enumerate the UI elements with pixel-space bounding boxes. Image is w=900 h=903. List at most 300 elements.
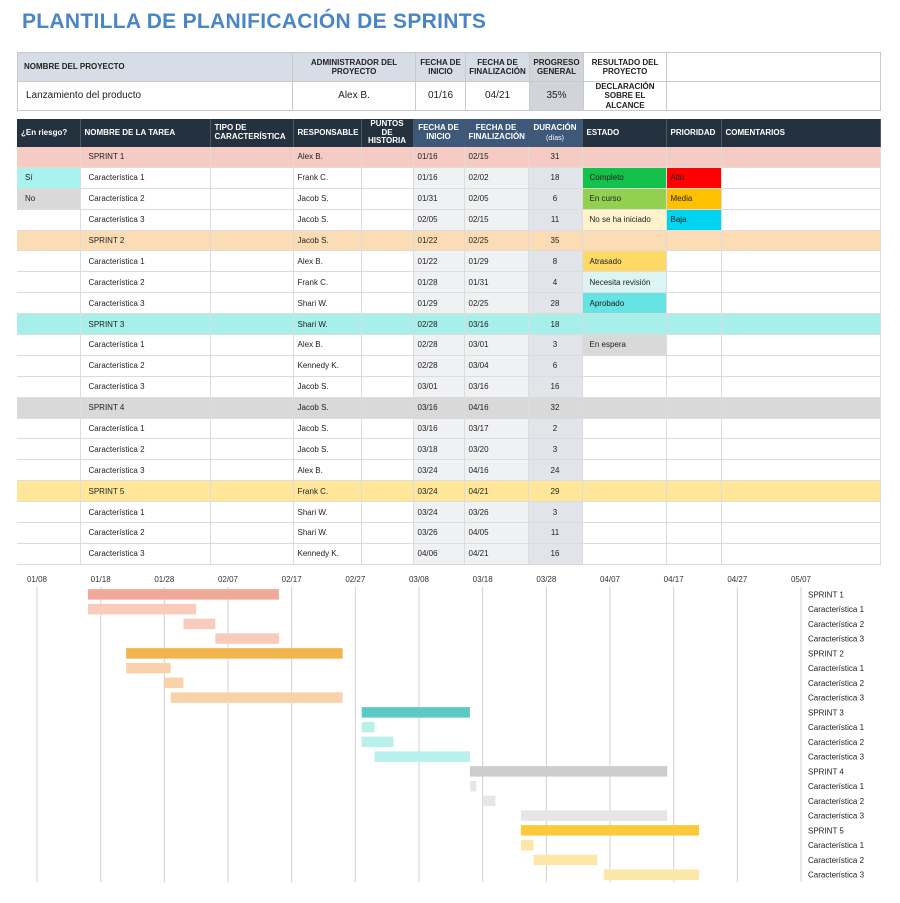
gantt-bar	[521, 825, 699, 836]
task-row	[17, 502, 880, 523]
gantt-row-label: Característica 2	[808, 678, 865, 688]
task-name-cell[interactable]: Característica 2	[80, 523, 210, 544]
comments-cell[interactable]	[721, 397, 880, 418]
project-admin-header: ADMINISTRADOR DEL PROYECTO	[293, 53, 416, 82]
risk-cell[interactable]	[17, 543, 80, 564]
priority-cell[interactable]	[666, 335, 721, 356]
comments-cell[interactable]	[721, 502, 880, 523]
end-date-cell[interactable]: 03/04	[464, 355, 528, 376]
story-points-cell[interactable]	[361, 502, 413, 523]
status-cell[interactable]	[582, 502, 666, 523]
priority-cell[interactable]	[666, 523, 721, 544]
story-points-cell[interactable]	[361, 481, 413, 502]
task-name-cell[interactable]: Característica 2	[80, 272, 210, 293]
gantt-bar	[88, 604, 196, 615]
task-row	[17, 376, 880, 397]
risk-cell[interactable]	[17, 230, 80, 251]
gantt-tick-label: 01/18	[90, 575, 111, 584]
comments-cell[interactable]	[721, 188, 880, 209]
end-date-cell[interactable]: 04/21	[464, 481, 528, 502]
story-points-cell[interactable]	[361, 293, 413, 314]
task-row	[17, 439, 880, 460]
duration-cell[interactable]: 6	[528, 355, 582, 376]
task-name-cell[interactable]: SPRINT 5	[80, 481, 210, 502]
end-date-cell[interactable]: 03/26	[464, 502, 528, 523]
feature-type-cell[interactable]	[210, 251, 293, 272]
col-duration-header: DURACIÓN (días)	[528, 119, 582, 147]
owner-cell[interactable]: Jacob S.	[293, 230, 361, 251]
duration-cell[interactable]: 16	[528, 376, 582, 397]
comments-cell[interactable]	[721, 335, 880, 356]
risk-cell[interactable]	[17, 293, 80, 314]
gantt-row-label: Característica 1	[808, 782, 865, 792]
owner-cell[interactable]: Kennedy K.	[293, 355, 361, 376]
feature-type-cell[interactable]	[210, 209, 293, 230]
duration-cell[interactable]: 32	[528, 397, 582, 418]
risk-cell[interactable]	[17, 335, 80, 356]
duration-cell[interactable]: 35	[528, 230, 582, 251]
feature-type-cell[interactable]	[210, 188, 293, 209]
end-date-cell[interactable]: 04/21	[464, 543, 528, 564]
task-name-cell[interactable]: Característica 1	[80, 251, 210, 272]
priority-cell[interactable]	[666, 251, 721, 272]
start-date-cell[interactable]: 04/06	[413, 543, 464, 564]
end-date-cell[interactable]: 03/16	[464, 376, 528, 397]
end-date-cell[interactable]: 02/25	[464, 230, 528, 251]
risk-cell[interactable]	[17, 460, 80, 481]
start-date-cell[interactable]: 03/18	[413, 439, 464, 460]
col-owner-header: RESPONSABLE	[293, 119, 361, 147]
comments-cell[interactable]	[721, 460, 880, 481]
duration-cell[interactable]: 18	[528, 167, 582, 188]
gantt-tick-label: 02/17	[281, 575, 302, 584]
comments-cell[interactable]	[721, 418, 880, 439]
gantt-bar	[374, 751, 470, 762]
owner-cell[interactable]: Jacob S.	[293, 209, 361, 230]
task-row	[17, 251, 880, 272]
col-end-header: FECHA DE FINALIZACIÓN	[464, 119, 528, 147]
story-points-cell[interactable]	[361, 460, 413, 481]
end-date-cell[interactable]: 04/16	[464, 397, 528, 418]
owner-cell[interactable]: Jacob S.	[293, 188, 361, 209]
feature-type-cell[interactable]	[210, 418, 293, 439]
feature-type-cell[interactable]	[210, 355, 293, 376]
status-cell[interactable]	[582, 314, 666, 335]
task-name-cell[interactable]: Característica 1	[80, 502, 210, 523]
status-cell[interactable]: Atrasado	[582, 251, 666, 272]
start-date-cell[interactable]: 02/28	[413, 314, 464, 335]
start-date-cell[interactable]: 03/24	[413, 502, 464, 523]
owner-cell[interactable]: Jacob S.	[293, 439, 361, 460]
gantt-row-label: Característica 3	[808, 634, 865, 644]
gantt-bar	[483, 796, 496, 807]
feature-type-cell[interactable]	[210, 439, 293, 460]
end-date-cell[interactable]: 03/16	[464, 314, 528, 335]
start-date-cell[interactable]: 03/24	[413, 460, 464, 481]
gantt-bar	[362, 707, 470, 718]
task-name-cell[interactable]: Característica 2	[80, 188, 210, 209]
end-date-cell[interactable]: 02/15	[464, 147, 528, 167]
task-name-cell[interactable]: Característica 1	[80, 335, 210, 356]
comments-cell[interactable]	[721, 230, 880, 251]
task-row	[17, 418, 880, 439]
feature-type-cell[interactable]	[210, 272, 293, 293]
page-title: PLANTILLA DE PLANIFICACIÓN DE SPRINTS	[22, 10, 487, 33]
comments-cell[interactable]	[721, 167, 880, 188]
start-date-cell[interactable]: 02/28	[413, 335, 464, 356]
project-end-header: FECHA DE FINALIZACIÓN	[466, 53, 530, 82]
risk-cell[interactable]	[17, 314, 80, 335]
risk-cell[interactable]	[17, 272, 80, 293]
priority-cell[interactable]: Baja	[666, 209, 721, 230]
priority-cell[interactable]	[666, 230, 721, 251]
status-cell[interactable]	[582, 523, 666, 544]
start-date-cell[interactable]: 03/24	[413, 481, 464, 502]
comments-cell[interactable]	[721, 147, 880, 167]
task-name-cell[interactable]: Característica 2	[80, 355, 210, 376]
project-name-header: NOMBRE DEL PROYECTO	[18, 53, 293, 82]
project-result-cell[interactable]	[667, 53, 881, 82]
comments-cell[interactable]	[721, 543, 880, 564]
task-row	[17, 335, 880, 356]
risk-cell[interactable]	[17, 147, 80, 167]
feature-type-cell[interactable]	[210, 543, 293, 564]
owner-cell[interactable]: Jacob S.	[293, 376, 361, 397]
comments-cell[interactable]	[721, 293, 880, 314]
gantt-bar	[470, 766, 667, 777]
gantt-tick-label: 01/08	[26, 575, 48, 584]
sprint-row	[17, 147, 880, 167]
task-name-cell[interactable]: SPRINT 3	[80, 314, 210, 335]
sprint-row	[17, 314, 880, 335]
owner-cell[interactable]: Alex B.	[293, 460, 361, 481]
task-name-cell[interactable]: Característica 3	[80, 209, 210, 230]
end-date-cell[interactable]: 03/01	[464, 335, 528, 356]
gantt-bar	[183, 619, 215, 630]
priority-cell[interactable]	[666, 376, 721, 397]
risk-cell[interactable]	[17, 523, 80, 544]
status-cell[interactable]	[582, 418, 666, 439]
priority-cell[interactable]	[666, 397, 721, 418]
status-cell[interactable]	[582, 460, 666, 481]
risk-cell[interactable]	[17, 209, 80, 230]
start-date-cell[interactable]: 03/01	[413, 376, 464, 397]
col-points-header: PUNTOS DE HISTORIA	[361, 119, 413, 147]
status-cell[interactable]: Aprobado	[582, 293, 666, 314]
start-date-cell[interactable]: 01/16	[413, 147, 464, 167]
task-name-cell[interactable]: SPRINT 4	[80, 397, 210, 418]
owner-cell[interactable]: Frank C.	[293, 167, 361, 188]
project-progress-value[interactable]: 35%	[530, 82, 584, 111]
status-cell[interactable]: Completo	[582, 167, 666, 188]
feature-type-cell[interactable]	[210, 376, 293, 397]
priority-cell[interactable]	[666, 314, 721, 335]
project-progress-header: PROGRESO GENERAL	[530, 53, 584, 82]
owner-cell[interactable]: Frank C.	[293, 272, 361, 293]
duration-cell[interactable]: 4	[528, 272, 582, 293]
end-date-cell[interactable]: 01/31	[464, 272, 528, 293]
owner-cell[interactable]: Shari W.	[293, 502, 361, 523]
story-points-cell[interactable]	[361, 251, 413, 272]
feature-type-cell[interactable]	[210, 460, 293, 481]
project-scope-cell[interactable]	[667, 82, 881, 111]
task-name-cell[interactable]: SPRINT 2	[80, 230, 210, 251]
story-points-cell[interactable]	[361, 418, 413, 439]
comments-cell[interactable]	[721, 209, 880, 230]
feature-type-cell[interactable]	[210, 397, 293, 418]
start-date-cell[interactable]: 02/28	[413, 355, 464, 376]
gantt-tick-label: 03/18	[472, 575, 493, 584]
duration-cell[interactable]: 3	[528, 439, 582, 460]
comments-cell[interactable]	[721, 355, 880, 376]
start-date-cell[interactable]: 01/22	[413, 251, 464, 272]
col-status-header: ESTADO	[582, 119, 666, 147]
owner-cell[interactable]: Shari W.	[293, 293, 361, 314]
gantt-tick-label: 03/08	[408, 575, 430, 584]
feature-type-cell[interactable]	[210, 293, 293, 314]
comments-cell[interactable]	[721, 523, 880, 544]
project-start-value[interactable]: 01/16	[416, 82, 466, 111]
story-points-cell[interactable]	[361, 439, 413, 460]
priority-cell[interactable]	[666, 355, 721, 376]
gantt-row-label: Característica 2	[808, 796, 865, 806]
end-date-cell[interactable]: 03/20	[464, 439, 528, 460]
duration-cell[interactable]: 3	[528, 335, 582, 356]
comments-cell[interactable]	[721, 481, 880, 502]
comments-cell[interactable]	[721, 251, 880, 272]
gantt-row-label: Característica 2	[808, 619, 865, 629]
status-cell[interactable]	[582, 376, 666, 397]
gantt-chart	[0, 570, 900, 900]
gantt-row-label: Característica 3	[808, 693, 865, 703]
owner-cell[interactable]: Shari W.	[293, 314, 361, 335]
end-date-cell[interactable]: 02/05	[464, 188, 528, 209]
owner-cell[interactable]: Jacob S.	[293, 397, 361, 418]
duration-cell[interactable]: 11	[528, 209, 582, 230]
priority-cell[interactable]: Alto	[666, 167, 721, 188]
duration-cell[interactable]: 29	[528, 481, 582, 502]
task-row	[17, 523, 880, 544]
gantt-bar	[521, 810, 667, 821]
risk-cell[interactable]: Sí	[17, 167, 80, 188]
comments-cell[interactable]	[721, 314, 880, 335]
priority-cell[interactable]	[666, 481, 721, 502]
duration-cell[interactable]: 16	[528, 543, 582, 564]
task-name-cell[interactable]: Característica 3	[80, 293, 210, 314]
priority-cell[interactable]	[666, 502, 721, 523]
feature-type-cell[interactable]	[210, 335, 293, 356]
risk-cell[interactable]	[17, 481, 80, 502]
priority-cell[interactable]	[666, 272, 721, 293]
feature-type-cell[interactable]	[210, 502, 293, 523]
feature-type-cell[interactable]	[210, 147, 293, 167]
feature-type-cell[interactable]	[210, 481, 293, 502]
col-type-header: TIPO DE CARACTERÍSTICA	[210, 119, 293, 147]
status-cell[interactable]: En espera	[582, 335, 666, 356]
gantt-row-label: Característica 3	[808, 870, 865, 880]
task-name-cell[interactable]: Característica 1	[80, 418, 210, 439]
story-points-cell[interactable]	[361, 397, 413, 418]
comments-cell[interactable]	[721, 272, 880, 293]
project-summary-table	[17, 52, 881, 111]
risk-cell[interactable]	[17, 355, 80, 376]
duration-cell[interactable]: 2	[528, 418, 582, 439]
start-date-cell[interactable]: 03/16	[413, 397, 464, 418]
start-date-cell[interactable]: 01/31	[413, 188, 464, 209]
task-name-cell[interactable]: Característica 3	[80, 543, 210, 564]
gantt-bar	[171, 692, 343, 703]
feature-type-cell[interactable]	[210, 523, 293, 544]
col-comments-header: COMENTARIOS	[721, 119, 880, 147]
gantt-tick-label: 03/28	[536, 575, 557, 584]
owner-cell[interactable]: Alex B.	[293, 251, 361, 272]
comments-cell[interactable]	[721, 439, 880, 460]
project-end-value[interactable]: 04/21	[466, 82, 530, 111]
story-points-cell[interactable]	[361, 335, 413, 356]
owner-cell[interactable]: Kennedy K.	[293, 543, 361, 564]
priority-cell[interactable]	[666, 293, 721, 314]
story-points-cell[interactable]	[361, 355, 413, 376]
task-name-cell[interactable]: SPRINT 1	[80, 147, 210, 167]
col-start-header: FECHA DE INICIO	[413, 119, 464, 147]
project-name-value[interactable]: Lanzamiento del producto	[18, 82, 293, 111]
start-date-cell[interactable]: 01/28	[413, 272, 464, 293]
status-cell[interactable]	[582, 147, 666, 167]
priority-cell[interactable]	[666, 543, 721, 564]
task-name-cell[interactable]: Característica 2	[80, 439, 210, 460]
story-points-cell[interactable]	[361, 230, 413, 251]
risk-cell[interactable]	[17, 376, 80, 397]
risk-cell[interactable]: No	[17, 188, 80, 209]
duration-cell[interactable]: 6	[528, 188, 582, 209]
priority-cell[interactable]	[666, 147, 721, 167]
gantt-tick-label: 04/17	[663, 575, 684, 584]
risk-cell[interactable]	[17, 502, 80, 523]
owner-cell[interactable]: Alex B.	[293, 147, 361, 167]
gantt-row-label: SPRINT 4	[808, 767, 844, 777]
status-cell[interactable]	[582, 481, 666, 502]
story-points-cell[interactable]	[361, 147, 413, 167]
gantt-bar	[534, 855, 598, 866]
task-row	[17, 167, 880, 188]
story-points-cell[interactable]	[361, 376, 413, 397]
comments-cell[interactable]	[721, 376, 880, 397]
gantt-bar	[521, 840, 534, 851]
duration-cell[interactable]: 8	[528, 251, 582, 272]
feature-type-cell[interactable]	[210, 314, 293, 335]
gantt-row-label: SPRINT 1	[808, 590, 844, 600]
status-cell[interactable]	[582, 355, 666, 376]
story-points-cell[interactable]	[361, 314, 413, 335]
owner-cell[interactable]: Jacob S.	[293, 418, 361, 439]
status-cell[interactable]	[582, 439, 666, 460]
start-date-cell[interactable]: 03/26	[413, 523, 464, 544]
task-row	[17, 543, 880, 564]
col-task-header: NOMBRE DE LA TAREA	[80, 119, 210, 147]
duration-cell[interactable]: 28	[528, 293, 582, 314]
gantt-row-label: Característica 1	[808, 841, 865, 851]
task-table	[17, 119, 881, 565]
duration-cell[interactable]: 11	[528, 523, 582, 544]
story-points-cell[interactable]	[361, 167, 413, 188]
duration-cell[interactable]: 24	[528, 460, 582, 481]
story-points-cell[interactable]	[361, 188, 413, 209]
end-date-cell[interactable]: 02/25	[464, 293, 528, 314]
priority-cell[interactable]	[666, 460, 721, 481]
status-cell[interactable]: Necesita revisión	[582, 272, 666, 293]
end-date-cell[interactable]: 03/17	[464, 418, 528, 439]
gantt-bar	[88, 589, 279, 600]
project-start-header: FECHA DE INICIO	[416, 53, 466, 82]
gantt-row-label: SPRINT 3	[808, 708, 844, 718]
duration-cell[interactable]: 3	[528, 502, 582, 523]
end-date-cell[interactable]: 04/05	[464, 523, 528, 544]
task-name-cell[interactable]: Característica 3	[80, 460, 210, 481]
project-admin-value[interactable]: Alex B.	[293, 82, 416, 111]
owner-cell[interactable]: Frank C.	[293, 481, 361, 502]
end-date-cell[interactable]: 02/15	[464, 209, 528, 230]
start-date-cell[interactable]: 01/16	[413, 167, 464, 188]
start-date-cell[interactable]: 01/29	[413, 293, 464, 314]
gantt-row-label: Característica 2	[808, 737, 865, 747]
end-date-cell[interactable]: 04/16	[464, 460, 528, 481]
priority-cell[interactable]: Media	[666, 188, 721, 209]
start-date-cell[interactable]: 02/05	[413, 209, 464, 230]
risk-cell[interactable]	[17, 251, 80, 272]
story-points-cell[interactable]	[361, 523, 413, 544]
task-name-cell[interactable]: Característica 1	[80, 167, 210, 188]
sprint-row	[17, 481, 880, 502]
gantt-bar	[362, 722, 375, 733]
status-cell[interactable]	[582, 543, 666, 564]
duration-cell[interactable]: 31	[528, 147, 582, 167]
priority-cell[interactable]	[666, 439, 721, 460]
gantt-row-label: SPRINT 2	[808, 649, 844, 659]
gantt-row-label: Característica 1	[808, 723, 865, 733]
risk-cell[interactable]	[17, 439, 80, 460]
project-scope-label: DECLARACIÓN SOBRE EL ALCANCE	[584, 82, 667, 111]
task-row	[17, 272, 880, 293]
gantt-tick-label: 05/07	[790, 575, 812, 584]
status-cell[interactable]	[582, 397, 666, 418]
end-date-cell[interactable]: 01/29	[464, 251, 528, 272]
gantt-row-label: Característica 3	[808, 752, 865, 762]
duration-cell[interactable]: 18	[528, 314, 582, 335]
feature-type-cell[interactable]	[210, 167, 293, 188]
risk-cell[interactable]	[17, 418, 80, 439]
gantt-bar	[126, 648, 342, 659]
priority-cell[interactable]	[666, 418, 721, 439]
story-points-cell[interactable]	[361, 272, 413, 293]
status-cell[interactable]: No se ha iniciado	[582, 209, 666, 230]
owner-cell[interactable]: Shari W.	[293, 523, 361, 544]
gantt-tick-label: 04/27	[727, 575, 748, 584]
end-date-cell[interactable]: 02/02	[464, 167, 528, 188]
feature-type-cell[interactable]	[210, 230, 293, 251]
story-points-cell[interactable]	[361, 209, 413, 230]
start-date-cell[interactable]: 01/22	[413, 230, 464, 251]
story-points-cell[interactable]	[361, 543, 413, 564]
start-date-cell[interactable]: 03/16	[413, 418, 464, 439]
task-row	[17, 188, 880, 209]
status-cell[interactable]: En curso	[582, 188, 666, 209]
gantt-row-label: Característica 3	[808, 811, 865, 821]
task-name-cell[interactable]: Característica 3	[80, 376, 210, 397]
risk-cell[interactable]	[17, 397, 80, 418]
task-row	[17, 293, 880, 314]
owner-cell[interactable]: Alex B.	[293, 335, 361, 356]
status-cell[interactable]	[582, 230, 666, 251]
